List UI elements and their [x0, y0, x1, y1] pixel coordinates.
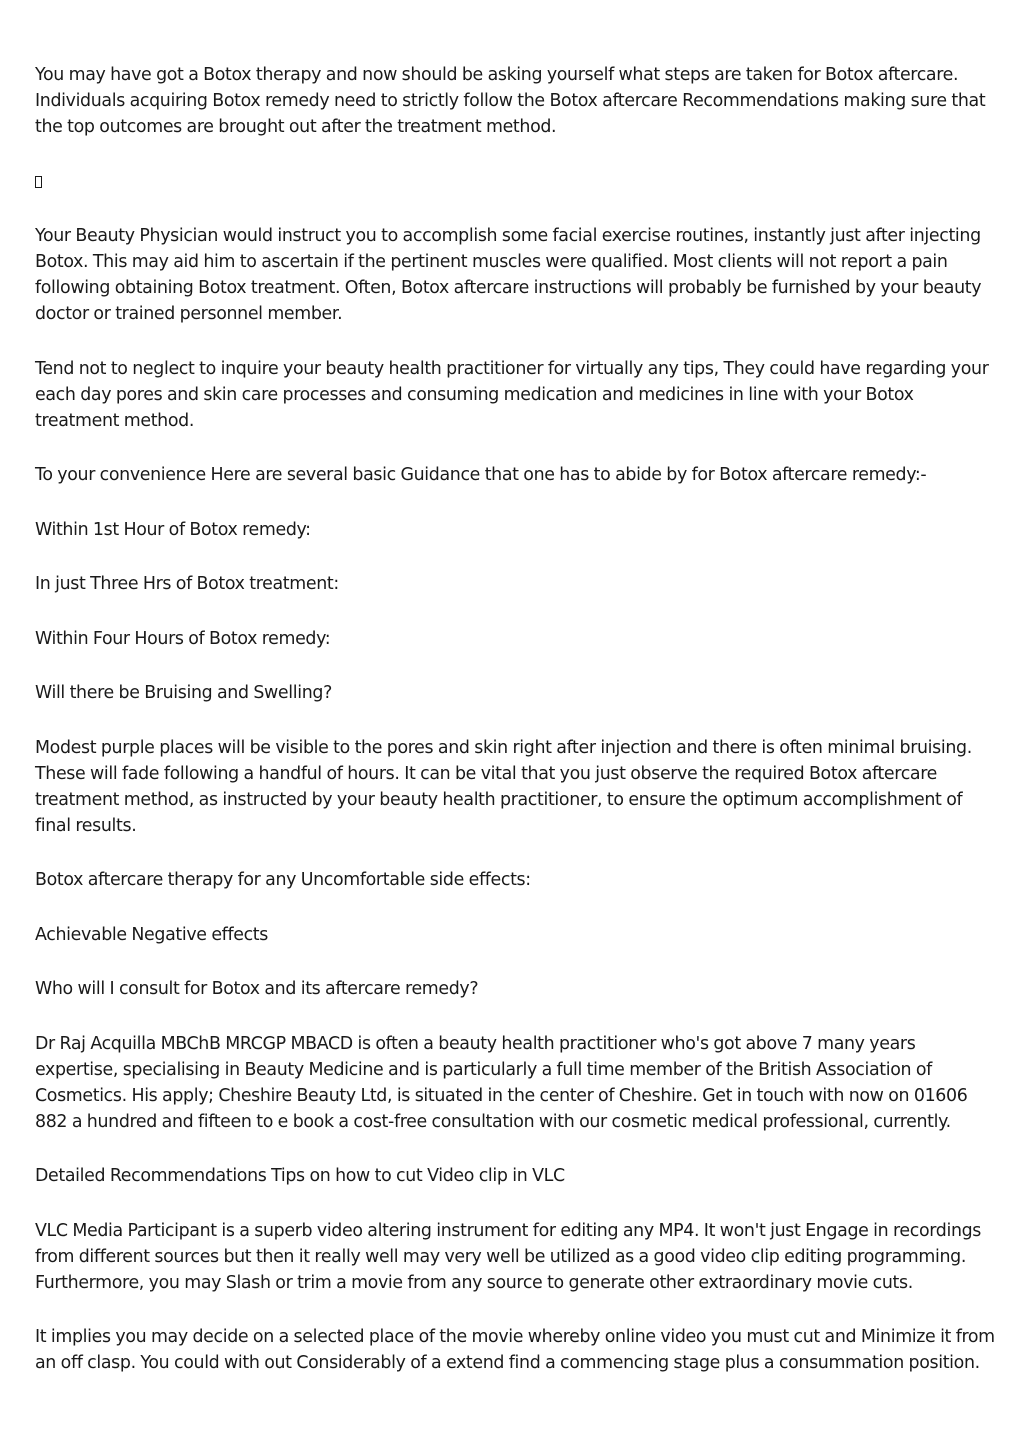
heading-negative-effects: Achievable Negative effects: [35, 924, 268, 945]
paragraph-guidance: To your convenience Here are several basic Guidance that one has to abide by for Botox aftercare remedy:-: [35, 465, 927, 485]
heading-bruising: Will there be Bruising and Swelling?: [35, 683, 332, 703]
document-body: [35, 62, 995, 1405]
paragraph-physician: Your Beauty Physician would instruct you to accomplish some facial exercise routines, instantly just after injecting Botox. This may aid him to ascertain if the pertinent muscles were qualified. Most clients will not report a pain following obtaining Botox treatment. Often, Botox aftercare instructions will probably be furnished by your beauty doctor or trained personnel member.: [35, 226, 982, 324]
paragraph-cut: It implies you may decide on a selected place of the movie whereby online video you must cut and Minimize it from an off clasp. You could with out Considerably of a extend find a commencing stage plus a consummation position.: [35, 1327, 995, 1373]
heading-consult: Who will I consult for Botox and its aftercare remedy?: [35, 979, 479, 999]
paragraph-bruising: Modest purple places will be visible to the pores and skin right after injection and there is often minimal bruising. These will fade following a handful of hours. It can be vital that you just observe the required Botox aftercare treatment method, as instructed by your beauty health practitioner, to ensure the optimum accomplishment of final results.: [35, 737, 972, 836]
heading-first-hour: Within 1st Hour of Botox remedy:: [35, 519, 311, 540]
heading-vlc: Detailed Recommendations Tips on how to cut Video clip in VLC: [35, 1166, 565, 1186]
paragraph-tips: Tend not to neglect to inquire your beauty health practitioner for virtually any tips, They could have regarding your each day pores and skin care processes and consuming medication and medicines in line with your Botox treatment method.: [35, 358, 989, 431]
placeholder-glyph-row: [35, 169, 995, 195]
heading-side-effects: Botox aftercare therapy for any Uncomfortable side effects:: [35, 870, 531, 890]
paragraph-intro: You may have got a Botox therapy and now should be asking yourself what steps are taken for Botox aftercare. Individuals acquiring Botox remedy need to strictly follow the Botox aftercare Recommendations making sure that the top outcomes are brought out after the treatment method.: [35, 65, 986, 137]
paragraph-practitioner: Dr Raj Acquilla MBChB MRCGP MBACD is often a beauty health practitioner who's got above 7 many years expertise, specialising in Beauty Medicine and is particularly a full time member of the British Association of Cosmetics. His apply; Cheshire Beauty Ltd, is situated in the center of Cheshire. Get in touch with now on 01606 882 a hundred and fifteen to e book a cost-free consultation with our cosmetic medical professional, currently.: [35, 1033, 968, 1132]
paragraph-vlc: VLC Media Participant is a superb video altering instrument for editing any MP4. It won't just Engage in recordings from different sources but then it really well may very well be utilized as a good video clip editing programming. Furthermore, you may Slash or trim a movie from any source to generate other extraordinary movie cuts.: [35, 1220, 982, 1293]
heading-four-hours: Within Four Hours of Botox remedy:: [35, 628, 331, 649]
heading-three-hours: In just Three Hrs of Botox treatment:: [35, 574, 339, 594]
missing-character-icon: [35, 176, 42, 188]
